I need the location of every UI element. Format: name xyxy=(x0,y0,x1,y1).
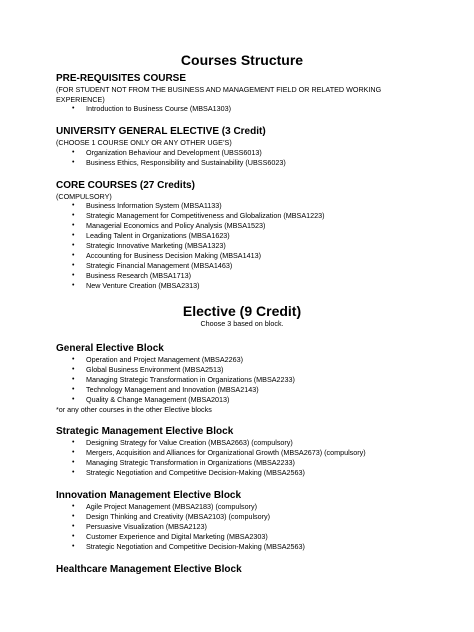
list-item-text: Agile Project Management (MBSA2183) (compulsory) xyxy=(86,502,257,512)
list-item xyxy=(70,221,428,231)
bullet-icon: • xyxy=(72,396,75,404)
list-item xyxy=(70,385,428,395)
list-item-text: Mergers, Acquisition and Alliances for Organizational Growth (MBSA2673) (compulsory) xyxy=(86,448,366,458)
list-item xyxy=(70,271,428,281)
bullet-icon: • xyxy=(72,272,75,280)
bullet-icon: • xyxy=(72,232,75,240)
page-title: Courses Structure xyxy=(180,52,304,68)
list-item xyxy=(70,458,428,468)
bullet-icon: • xyxy=(72,356,75,364)
bullet-icon: • xyxy=(72,366,75,374)
list-item xyxy=(70,395,428,405)
list-item-text: Business Information System (MBSA1133) xyxy=(86,201,222,211)
bullet-icon: • xyxy=(72,513,75,521)
bullet-icon: • xyxy=(72,262,75,270)
list-item-text: Managing Strategic Transformation in Organizations (MBSA2233) xyxy=(86,458,295,468)
innovation-block-list xyxy=(70,502,428,552)
bullet-icon: • xyxy=(72,212,75,220)
innovation-block-heading: Innovation Management Elective Block xyxy=(56,490,242,502)
bullet-icon: • xyxy=(72,543,75,551)
list-item xyxy=(70,468,428,478)
list-item-text: Design Thinking and Creativity (MBSA2103) (compulsory) xyxy=(86,512,271,522)
healthcare-block-heading: Healthcare Management Elective Block xyxy=(56,564,242,576)
prereq-note: (FOR STUDENT NOT FROM THE BUSINESS AND MANAGEMENT FIELD OR RELATED WORKING EXPERIENCE) xyxy=(56,85,382,104)
bullet-icon: • xyxy=(72,386,75,394)
bullet-icon: • xyxy=(72,523,75,531)
bullet-icon: • xyxy=(72,148,75,156)
uge-heading: UNIVERSITY GENERAL ELECTIVE (3 Credit) xyxy=(56,126,266,138)
list-item-text: Organization Behaviour and Development (UBSS6013) xyxy=(86,147,262,157)
list-item xyxy=(70,502,428,512)
list-item-text: Operation and Project Management (MBSA2263) xyxy=(86,355,244,365)
list-item-text: Quality & Change Management (MBSA2013) xyxy=(86,395,230,405)
list-item-text: Designing Strategy for Value Creation (MBSA2663) (compulsory) xyxy=(86,438,293,448)
core-note: (COMPULSORY) xyxy=(56,191,112,201)
bullet-icon: • xyxy=(72,242,75,250)
list-item xyxy=(70,448,428,458)
list-item xyxy=(70,251,428,261)
bullet-icon: • xyxy=(72,252,75,260)
list-item-text: Technology Management and Innovation (MBSA2143) xyxy=(86,385,259,395)
prereq-heading: PRE-REQUISITES COURSE xyxy=(56,73,187,84)
elective-subtitle: Choose 3 based on block. xyxy=(200,319,284,329)
list-item xyxy=(70,512,428,522)
list-item xyxy=(70,281,428,291)
strategic-block-list xyxy=(70,438,428,478)
list-item-text: Managing Strategic Transformation in Organizations (MBSA2233) xyxy=(86,375,295,385)
list-item xyxy=(70,231,428,241)
list-item-text: New Venture Creation (MBSA2313) xyxy=(86,281,200,291)
list-item xyxy=(70,522,428,532)
list-item xyxy=(70,211,428,221)
document-page xyxy=(56,52,428,576)
list-item xyxy=(70,542,428,552)
list-item xyxy=(70,375,428,385)
bullet-icon: • xyxy=(72,222,75,230)
list-item xyxy=(70,158,428,168)
strategic-block-heading: Strategic Management Elective Block xyxy=(56,426,234,438)
list-item-text: Strategic Management for Competitiveness and Globalization (MBSA1223) xyxy=(86,211,325,221)
general-block-footnote: *or any other courses in the other Elective blocks xyxy=(56,405,212,415)
list-item-text: Business Research (MBSA1713) xyxy=(86,271,192,281)
list-item xyxy=(70,201,428,211)
core-heading: CORE COURSES (27 Credits) xyxy=(56,179,195,191)
general-block-list xyxy=(70,355,428,405)
list-item-text: Leading Talent in Organizations (MBSA1623) xyxy=(86,231,230,241)
list-item-text: Strategic Negotiation and Competitive Decision-Making (MBSA2563) xyxy=(86,542,305,552)
bullet-icon: • xyxy=(72,376,75,384)
bullet-icon: • xyxy=(72,439,75,447)
bullet-icon: • xyxy=(72,202,75,210)
list-item xyxy=(70,261,428,271)
bullet-icon: • xyxy=(72,105,75,113)
bullet-icon: • xyxy=(72,449,75,457)
list-item-text: Managerial Economics and Policy Analysis (MBSA1523) xyxy=(86,221,266,231)
elective-title: Elective (9 Credit) xyxy=(182,303,302,320)
core-list xyxy=(70,201,428,291)
list-item-text: Strategic Innovative Marketing (MBSA1323) xyxy=(86,241,226,251)
general-block-heading: General Elective Block xyxy=(56,343,164,355)
bullet-icon: • xyxy=(72,282,75,290)
bullet-icon: • xyxy=(72,158,75,166)
list-item-text: Strategic Financial Management (MBSA1463) xyxy=(86,261,233,271)
uge-list xyxy=(70,148,428,168)
list-item-text: Accounting for Business Decision Making (MBSA1413) xyxy=(86,251,261,261)
list-item-text: Introduction to Business Course (MBSA1303) xyxy=(86,104,232,114)
list-item xyxy=(70,365,428,375)
list-item xyxy=(70,438,428,448)
list-item xyxy=(70,104,428,114)
bullet-icon: • xyxy=(72,459,75,467)
list-item-text: Global Business Environment (MBSA2513) xyxy=(86,365,224,375)
list-item xyxy=(70,355,428,365)
list-item xyxy=(70,532,428,542)
uge-note: (CHOOSE 1 COURSE ONLY OR ANY OTHER UGE’S) xyxy=(56,138,232,148)
list-item-text: Persuasive Visualization (MBSA2123) xyxy=(86,522,207,532)
list-item-text: Business Ethics, Responsibility and Sustainability (UBSS6023) xyxy=(86,157,286,167)
list-item-text: Customer Experience and Digital Marketing (MBSA2303) xyxy=(86,532,268,542)
list-item xyxy=(70,148,428,158)
list-item-text: Strategic Negotiation and Competitive Decision-Making (MBSA2563) xyxy=(86,468,305,478)
bullet-icon: • xyxy=(72,533,75,541)
bullet-icon: • xyxy=(72,503,75,511)
list-item xyxy=(70,241,428,251)
bullet-icon: • xyxy=(72,469,75,477)
prereq-list xyxy=(70,104,428,114)
